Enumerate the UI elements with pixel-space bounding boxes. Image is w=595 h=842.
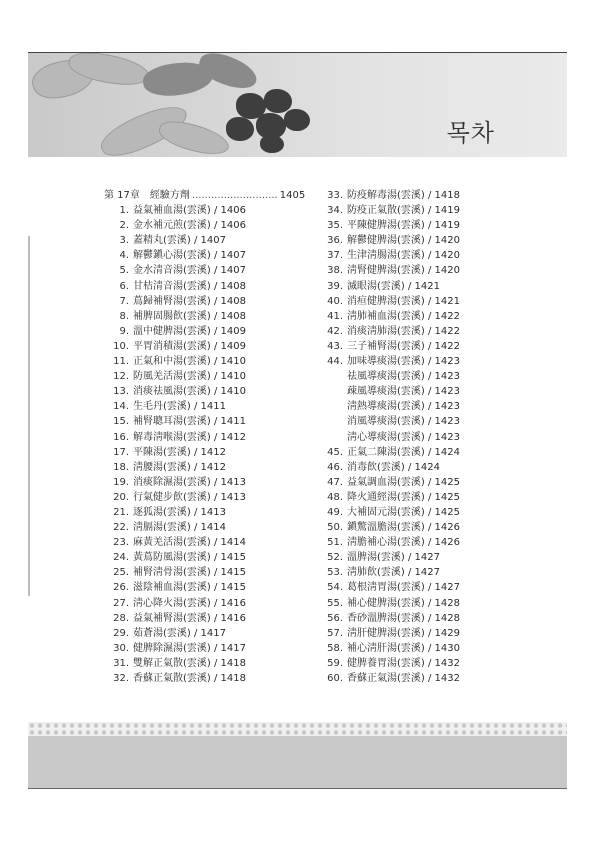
toc-entry: [104, 430, 319, 445]
side-marker: [28, 236, 30, 596]
entry-title: 葛根淸胃湯(雲溪) / 1427: [347, 582, 460, 594]
toc-entry: [104, 445, 319, 460]
toc-entry: [318, 656, 538, 671]
entry-title: 消風導痰湯(雲溪) / 1423: [347, 416, 460, 428]
entry-number: 59.: [327, 657, 343, 669]
toc-entry: [318, 445, 538, 460]
entry-number: 37.: [327, 250, 343, 262]
toc-entry: [104, 475, 319, 490]
entry-title: 補腎淸骨湯(雲溪) / 1415: [133, 567, 246, 579]
entry-title: 香蘇正氣湯(雲溪) / 1432: [347, 673, 460, 684]
entry-number: 2.: [119, 220, 129, 232]
entry-number: 49.: [327, 506, 343, 518]
entry-number: 5.: [119, 265, 129, 277]
toc-entry: [104, 369, 319, 384]
toc-entry: [318, 671, 538, 686]
toc-entry: [318, 611, 538, 626]
entry-number: 40.: [327, 295, 343, 307]
entry-title: 健脾除濕湯(雲溪) / 1417: [133, 642, 246, 654]
entry-number: 7.: [119, 295, 129, 307]
toc-entry: [318, 233, 538, 248]
toc-entry: [104, 324, 319, 339]
entry-title: 茹蒼湯(雲溪) / 1417: [133, 627, 226, 639]
entry-title: 生津淸腸湯(雲溪) / 1420: [347, 250, 460, 262]
entry-title: 淸熱導痰湯(雲溪) / 1423: [347, 401, 460, 413]
entry-title: 平胃消積湯(雲溪) / 1409: [133, 340, 246, 352]
entry-number: 8.: [119, 310, 129, 322]
bottom-rule: [28, 788, 567, 789]
entry-title: 平陳湯(雲溪) / 1412: [133, 446, 226, 458]
entry-number: 9.: [119, 325, 129, 337]
entry-number: 17.: [113, 446, 129, 458]
entry-number: 10.: [113, 340, 129, 352]
dotted-divider: [28, 722, 567, 736]
entry-title: 正氣和中湯(雲溪) / 1410: [133, 356, 246, 368]
toc-entry: [318, 460, 538, 475]
toc-entry: [104, 384, 319, 399]
entry-title: 益氣補腎湯(雲溪) / 1416: [133, 612, 246, 624]
toc-right-column: [318, 188, 538, 686]
toc-entry: [104, 641, 319, 656]
entry-title: 淸心降火湯(雲溪) / 1416: [133, 597, 246, 609]
toc-entry: [318, 369, 538, 384]
entry-title: 溫中健脾湯(雲溪) / 1409: [133, 325, 246, 337]
entry-title: 生毛丹(雲溪) / 1411: [133, 401, 226, 413]
entry-number: 42.: [327, 325, 343, 337]
entry-title: 益氣調血湯(雲溪) / 1425: [347, 476, 460, 488]
entry-number: 22.: [113, 522, 129, 534]
entry-number: 47.: [327, 476, 343, 488]
jujube-image: [260, 135, 284, 153]
toc-entry: [318, 565, 538, 580]
entry-title: 正氣二陳湯(雲溪) / 1424: [347, 446, 460, 458]
entry-title: 淸膈湯(雲溪) / 1414: [133, 522, 226, 534]
entry-number: 20.: [113, 491, 129, 503]
entry-title: 解鬱鎭心湯(雲溪) / 1407: [133, 250, 246, 262]
entry-title: 淸肺補血湯(雲溪) / 1422: [347, 310, 460, 322]
entry-title: 淸肺飮(雲溪) / 1427: [347, 567, 440, 579]
toc-entry: [104, 520, 319, 535]
entry-number: 38.: [327, 265, 343, 277]
entry-number: 45.: [327, 446, 343, 458]
entry-title: 淸肝健脾湯(雲溪) / 1429: [347, 627, 460, 639]
entry-title: 香砂溫脾湯(雲溪) / 1428: [347, 612, 460, 624]
entry-number: 29.: [113, 627, 129, 639]
toc-entry: [104, 414, 319, 429]
toc-entry: [318, 535, 538, 550]
entry-number: 28.: [113, 612, 129, 624]
entry-title: 滋陰補血湯(雲溪) / 1415: [133, 582, 246, 594]
entry-number: 34.: [327, 205, 343, 217]
toc-entry: [318, 475, 538, 490]
entry-title: 消毒飮(雲溪) / 1424: [347, 461, 440, 473]
toc-entry: [318, 550, 538, 565]
entry-title: 香蘇正氣散(雲溪) / 1418: [133, 673, 246, 684]
toc-entry: [104, 460, 319, 475]
entry-number: 23.: [113, 537, 129, 549]
chapter-label: 第 17章: [104, 190, 140, 201]
entry-title: 淸心導痰湯(雲溪) / 1423: [347, 431, 460, 443]
entry-number: 26.: [113, 582, 129, 594]
entry-title: 逐狐湯(雲溪) / 1413: [133, 506, 226, 518]
entry-number: 53.: [327, 567, 343, 579]
entry-title: 防疫正氣散(雲溪) / 1419: [347, 205, 460, 217]
entry-number: 15.: [113, 416, 129, 428]
toc-entry: [104, 550, 319, 565]
herb-image: [195, 53, 261, 94]
header-banner: [28, 53, 567, 157]
entry-title: 甘桔清音湯(雲溪) / 1408: [133, 280, 246, 292]
toc-entry: [318, 324, 538, 339]
entry-title: 淸膽補心湯(雲溪) / 1426: [347, 537, 460, 549]
entry-title: 補心淸肝湯(雲溪) / 1430: [347, 642, 460, 654]
toc-entry: [318, 188, 538, 203]
entry-number: 24.: [113, 552, 129, 564]
toc-entry: [318, 384, 538, 399]
entry-title: 解毒淸喉湯(雲溪) / 1412: [133, 431, 246, 443]
toc-entry: [104, 354, 319, 369]
entry-title: 溫脾湯(雲溪) / 1427: [347, 552, 440, 564]
entry-number: 30.: [113, 642, 129, 654]
leader-dots: ...........................: [191, 190, 278, 201]
toc-entry: [104, 611, 319, 626]
entry-title: 蓋精丸(雲溪) / 1407: [133, 235, 226, 247]
entry-title: 滅眼湯(雲溪) / 1421: [347, 280, 440, 292]
entry-title: 淸腰湯(雲溪) / 1412: [133, 461, 226, 473]
toc-entry: [318, 263, 538, 278]
toc-list-left: [104, 203, 319, 686]
toc-list-right: [318, 188, 538, 686]
toc-entry: [318, 414, 538, 429]
entry-title: 消痰淸肺湯(雲溪) / 1422: [347, 325, 460, 337]
jujube-image: [264, 89, 292, 113]
entry-title: 黃蔦防風湯(雲溪) / 1415: [133, 552, 246, 564]
footer-band: [28, 736, 567, 788]
entry-number: 46.: [327, 461, 343, 473]
toc-entry: [318, 641, 538, 656]
entry-title: 平陳健脾湯(雲溪) / 1419: [347, 220, 460, 232]
entry-title: 加味導痰湯(雲溪) / 1423: [347, 356, 460, 368]
toc-entry: [318, 309, 538, 324]
entry-number: 58.: [327, 642, 343, 654]
entry-number: 57.: [327, 627, 343, 639]
toc-entry: [318, 430, 538, 445]
toc-entry: [104, 535, 319, 550]
toc-entry: [104, 309, 319, 324]
entry-number: 4.: [119, 250, 129, 262]
toc-entry: [318, 294, 538, 309]
entry-number: 41.: [327, 310, 343, 322]
entry-title: 行氣健步飮(雲溪) / 1413: [133, 491, 246, 503]
entry-title: 防風羌活湯(雲溪) / 1410: [133, 371, 246, 383]
entry-number: 50.: [327, 522, 343, 534]
toc-entry: [104, 203, 319, 218]
toc-entry: [318, 490, 538, 505]
entry-title: 鎭驚溫膽湯(雲溪) / 1426: [347, 522, 460, 534]
toc-entry: [318, 248, 538, 263]
entry-number: 52.: [327, 552, 343, 564]
toc-entry: [104, 279, 319, 294]
toc-entry: [104, 580, 319, 595]
entry-title: 益氣補血湯(雲溪) / 1406: [133, 205, 246, 217]
chapter-row: [104, 188, 319, 203]
toc-entry: [104, 671, 319, 686]
entry-number: 31.: [113, 657, 129, 669]
entry-number: 3.: [119, 235, 129, 247]
toc-entry: [104, 596, 319, 611]
toc-entry: [104, 490, 319, 505]
entry-number: 43.: [327, 340, 343, 352]
toc-entry: [318, 218, 538, 233]
toc-entry: [104, 339, 319, 354]
entry-number: 44.: [327, 356, 343, 368]
entry-title: 大補固元湯(雲溪) / 1425: [347, 506, 460, 518]
entry-title: 雙解正氣散(雲溪) / 1418: [133, 657, 246, 669]
entry-title: 三子補腎湯(雲溪) / 1422: [347, 340, 460, 352]
toc-entry: [104, 656, 319, 671]
entry-number: 6.: [119, 280, 129, 292]
entry-title: 補腎聰耳湯(雲溪) / 1411: [133, 416, 246, 428]
entry-title: 消疸健脾湯(雲溪) / 1421: [347, 295, 460, 307]
toc-entry: [104, 248, 319, 263]
entry-number: 21.: [113, 506, 129, 518]
entry-number: 18.: [113, 461, 129, 473]
page-title: 목차: [446, 119, 495, 147]
entry-title: 麻黃羌活湯(雲溪) / 1414: [133, 537, 246, 549]
toc-entry: [104, 505, 319, 520]
entry-title: 降火通經湯(雲溪) / 1425: [347, 491, 460, 503]
entry-title: 金水清音湯(雲溪) / 1407: [133, 265, 246, 277]
toc-entry: [318, 279, 538, 294]
entry-number: 51.: [327, 537, 343, 549]
entry-title: 蔦歸補腎湯(雲溪) / 1408: [133, 295, 246, 307]
entry-number: 19.: [113, 476, 129, 488]
herb-image: [156, 116, 232, 157]
toc-entry: [104, 218, 319, 233]
entry-number: 39.: [327, 280, 343, 292]
toc-entry: [104, 626, 319, 641]
toc-entry: [104, 399, 319, 414]
toc-entry: [318, 203, 538, 218]
entry-title: 補心健脾湯(雲溪) / 1428: [347, 597, 460, 609]
entry-number: 13.: [113, 386, 129, 398]
entry-title: 解鬱健脾湯(雲溪) / 1420: [347, 235, 460, 247]
toc-entry: [318, 399, 538, 414]
toc-entry: [104, 263, 319, 278]
entry-number: 1.: [119, 205, 129, 217]
toc-entry: [104, 565, 319, 580]
jujube-image: [284, 109, 310, 131]
entry-title: 健脾養胃湯(雲溪) / 1432: [347, 657, 460, 669]
toc-entry: [318, 580, 538, 595]
entry-number: 32.: [113, 673, 129, 684]
toc-entry: [104, 294, 319, 309]
toc-entry: [318, 596, 538, 611]
entry-number: 35.: [327, 220, 343, 232]
entry-title: 祛風導痰湯(雲溪) / 1423: [347, 371, 460, 383]
entry-number: 14.: [113, 401, 129, 413]
entry-title: 消痰除濕湯(雲溪) / 1413: [133, 476, 246, 488]
jujube-image: [226, 117, 254, 141]
toc-entry: [318, 354, 538, 369]
entry-title: 防疫解毒湯(雲溪) / 1418: [347, 190, 460, 201]
toc-entry: [318, 339, 538, 354]
entry-number: 54.: [327, 582, 343, 594]
entry-number: 55.: [327, 597, 343, 609]
entry-number: 27.: [113, 597, 129, 609]
toc-left-column: [104, 188, 319, 686]
entry-number: 60.: [327, 673, 343, 684]
entry-title: 疎風導痰湯(雲溪) / 1423: [347, 386, 460, 398]
toc-entry: [104, 233, 319, 248]
entry-number: 11.: [113, 356, 129, 368]
entry-number: 56.: [327, 612, 343, 624]
toc-entry: [318, 505, 538, 520]
entry-number: 25.: [113, 567, 129, 579]
chapter-page: 1405: [279, 190, 306, 201]
entry-number: 33.: [327, 190, 343, 201]
chapter-title: 經驗方劑: [149, 190, 190, 201]
entry-title: 補脾固腸飮(雲溪) / 1408: [133, 310, 246, 322]
entry-title: 消痰祛風湯(雲溪) / 1410: [133, 386, 246, 398]
entry-title: 淸腎健脾湯(雲溪) / 1420: [347, 265, 460, 277]
toc-entry: [318, 626, 538, 641]
toc-entry: [318, 520, 538, 535]
entry-number: 48.: [327, 491, 343, 503]
entry-title: 金水補元煎(雲溪) / 1406: [133, 220, 246, 232]
entry-number: 16.: [113, 431, 129, 443]
entry-number: 36.: [327, 235, 343, 247]
entry-number: 12.: [113, 371, 129, 383]
